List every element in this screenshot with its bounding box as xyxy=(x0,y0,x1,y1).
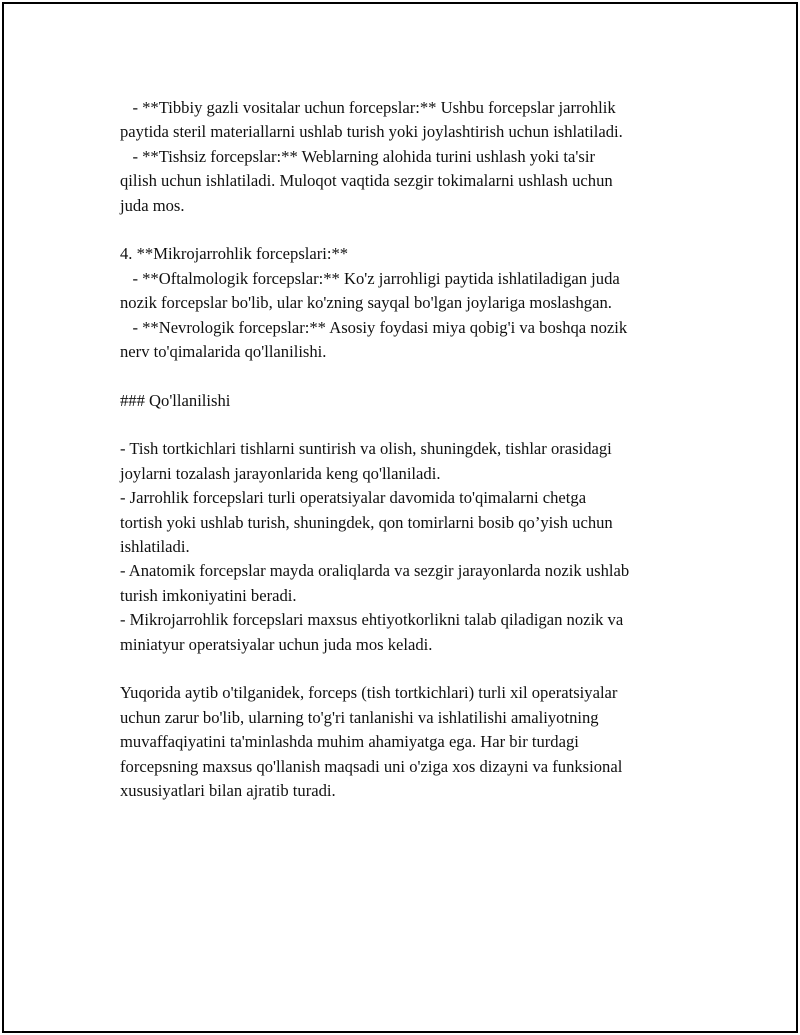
blank-line xyxy=(120,657,700,681)
paragraph-line: muvaffaqiyatini ta'minlashda muhim ahamiyatga ega. Har bir turdagi xyxy=(120,732,579,752)
list-item-line: - Jarrohlik forcepslari turli operatsiyalar davomida to'qimalarni chetga xyxy=(120,488,587,508)
blank-line xyxy=(120,413,700,437)
list-item-line: miniatyur operatsiyalar uchun juda mos keladi. xyxy=(120,634,433,654)
text-line: - **Nevrologik forcepslar:** Asosiy foydasi miya qobig'i va boshqa nozik xyxy=(120,317,628,337)
text-line: qilish uchun ishlatiladi. Muloqot vaqtida sezgir tokimalarni ushlash uchun xyxy=(120,171,613,191)
text-line: - **Tishsiz forcepslar:** Weblarning alohida turini ushlash yoki ta'sir xyxy=(120,146,595,166)
text-line: paytida steril materiallarni ushlab turish yoki joylashtirish uchun ishlatiladi. xyxy=(120,122,623,142)
list-item-line: tortish yoki ushlab turish, shuningdek, qon tomirlarni bosib qo’yish uchun xyxy=(120,512,613,532)
text-line: nozik forcepslar bo'lib, ular ko'zning sayqal bo'lgan joylariga moslashgan. xyxy=(120,293,612,313)
text-line: nerv to'qimalarida qo'llanilishi. xyxy=(120,341,327,361)
section-heading: ### Qo'llanilishi xyxy=(120,390,231,410)
paragraph-line: xususiyatlari bilan ajratib turadi. xyxy=(120,780,336,800)
paragraph-line: uchun zarur bo'lib, ularning to'g'ri tanlanishi va ishlatilishi amaliyotning xyxy=(120,707,599,727)
list-item-line: - Mikrojarrohlik forcepslari maxsus ehtiyotkorlikni talab qiladigan nozik va xyxy=(120,610,624,630)
text-line: - **Oftalmologik forcepslar:** Ko'z jarrohligi paytida ishlatiladigan juda xyxy=(120,268,620,288)
list-item-line: - Anatomik forcepslar mayda oraliqlarda va sezgir jarayonlarda nozik ushlab xyxy=(120,561,630,581)
list-item-line: turish imkoniyatini beradi. xyxy=(120,585,297,605)
section-heading: 4. **Mikrojarrohlik forcepslari:** xyxy=(120,244,349,264)
text-line: juda mos. xyxy=(120,195,185,215)
paragraph-line: forcepsning maxsus qo'llanish maqsadi uni o'ziga xos dizayni va funksional xyxy=(120,756,623,776)
page-frame xyxy=(2,2,798,1033)
list-item-line: - Tish tortkichlari tishlarni suntirish va olish, shuningdek, tishlar orasidagi xyxy=(120,439,612,459)
document-body xyxy=(120,96,700,803)
list-item-line: ishlatiladi. xyxy=(120,537,190,557)
paragraph-line: Yuqorida aytib o'tilganidek, forceps (tish tortkichlari) turli xil operatsiyalar xyxy=(120,683,618,703)
text-line: - **Tibbiy gazli vositalar uchun forcepslar:** Ushbu forcepslar jarrohlik xyxy=(120,98,616,117)
blank-line xyxy=(120,364,700,388)
list-item-line: joylarni tozalash jarayonlarida keng qo'llaniladi. xyxy=(120,463,441,483)
blank-line xyxy=(120,218,700,242)
